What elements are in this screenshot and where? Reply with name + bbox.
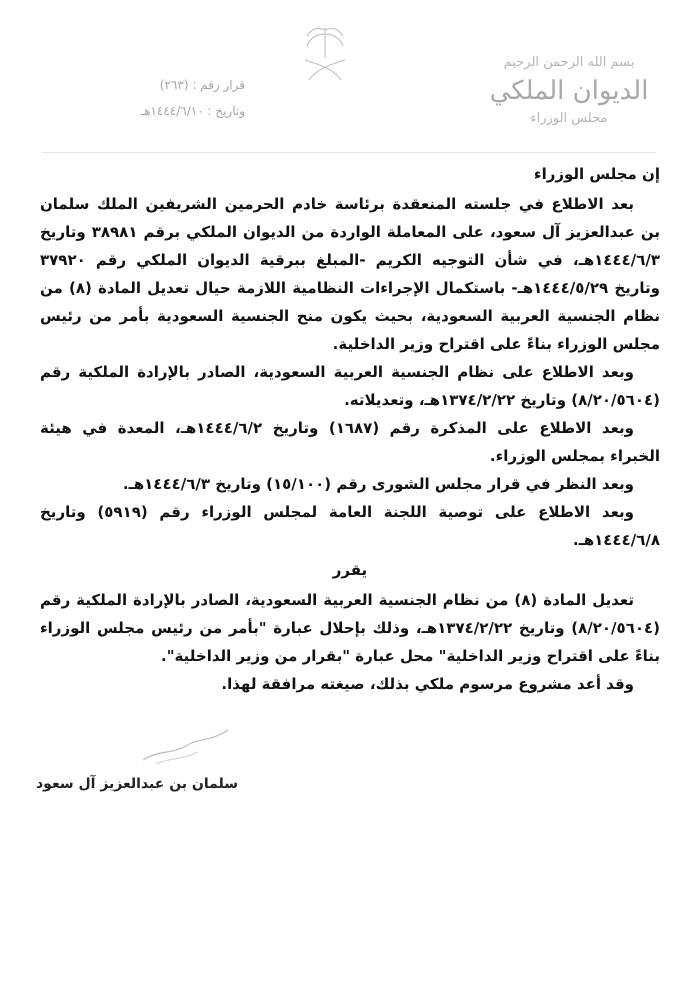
letterhead-logo [460, 52, 678, 152]
reference-block [115, 72, 245, 124]
decides-heading: يقرر [332, 561, 368, 579]
decision-date: وتاريخ : ١٤٤٤/٦/١٠هـ [140, 104, 245, 118]
paragraph-3: وبعد الاطلاع على المذكرة رقم (١٦٨٧) وتاريخ ١٤٤٤/٦/٢هـ، المعدة في هيئة الخبراء بمجلس الوزراء. [40, 419, 660, 465]
palm-swords-emblem-icon [295, 20, 355, 90]
header-divider [42, 152, 656, 153]
decision-number: قرار رقم : (٢٦٣) [159, 78, 245, 92]
paragraph-4: وبعد النظر في قرار مجلس الشورى رقم (١٥/١٠٠) وتاريخ ١٤٤٤/٦/٣هـ. [122, 475, 634, 493]
closing-line: وقد أعد مشروع مرسوم ملكي بذلك، صيغته مرافقة لهذا. [221, 675, 634, 693]
decision-text: تعديل المادة (٨) من نظام الجنسية العربية السعودية، الصادر بالإرادة الملكية رقم (٨/٢٠/٥٦٠٤) وتاريخ ١٣٧٤/٢/٢٢هـ، وذلك بإحلال عبارة "بأمر من رئيس مجلس الوزراء بناءً على اقتراح وزير الداخلية" محل عبارة "بقرار من وزير الداخلية". [40, 591, 661, 665]
paragraph-2: وبعد الاطلاع على نظام الجنسية العربية السعودية، الصادر بالإرادة الملكية رقم (٨/٢٠/٥٦٠٤) وتاريخ ١٣٧٤/٢/٢٢هـ، وتعديلاته. [40, 363, 660, 409]
opening-line: إن مجلس الوزراء [533, 165, 660, 183]
signature-scribble-icon [138, 720, 238, 770]
letterhead-line-3: مجلس الوزراء [530, 111, 608, 126]
letterhead-line-2: الديوان الملكي [489, 76, 649, 106]
document-body [40, 160, 660, 698]
letterhead-line-1: بسم الله الرحمن الرحيم [503, 55, 635, 70]
signer-name: سلمان بن عبدالعزيز آل سعود [36, 776, 239, 792]
paragraph-5: وبعد الاطلاع على توصية اللجنة العامة لمجلس الوزراء رقم (٥٩١٩) وتاريخ ١٤٤٤/٦/٨هـ. [40, 503, 660, 549]
paragraph-1: بعد الاطلاع في جلسته المنعقدة برئاسة خادم الحرمين الشريفين الملك سلمان بن عبدالعزيز آل سعود، على المعاملة الواردة من الديوان الملكي برقم ٣٨٩٨١ وتاريخ ١٤٤٤/٦/٣هـ، في شأن التوجيه الكريم -المبلغ ببرقية الديوان الملكي رقم ٣٧٩٢٠ وتاريخ ١٤٤٤/٥/٢٩هـ- باستكمال الإجراءات النظامية اللازمة حيال تعديل المادة (٨) من نظام الجنسية العربية السعودية، بحيث يكون منح الجنسية السعودية بأمر من رئيس مجلس الوزراء بناءً على اقتراح وزير الداخلية. [40, 195, 660, 353]
